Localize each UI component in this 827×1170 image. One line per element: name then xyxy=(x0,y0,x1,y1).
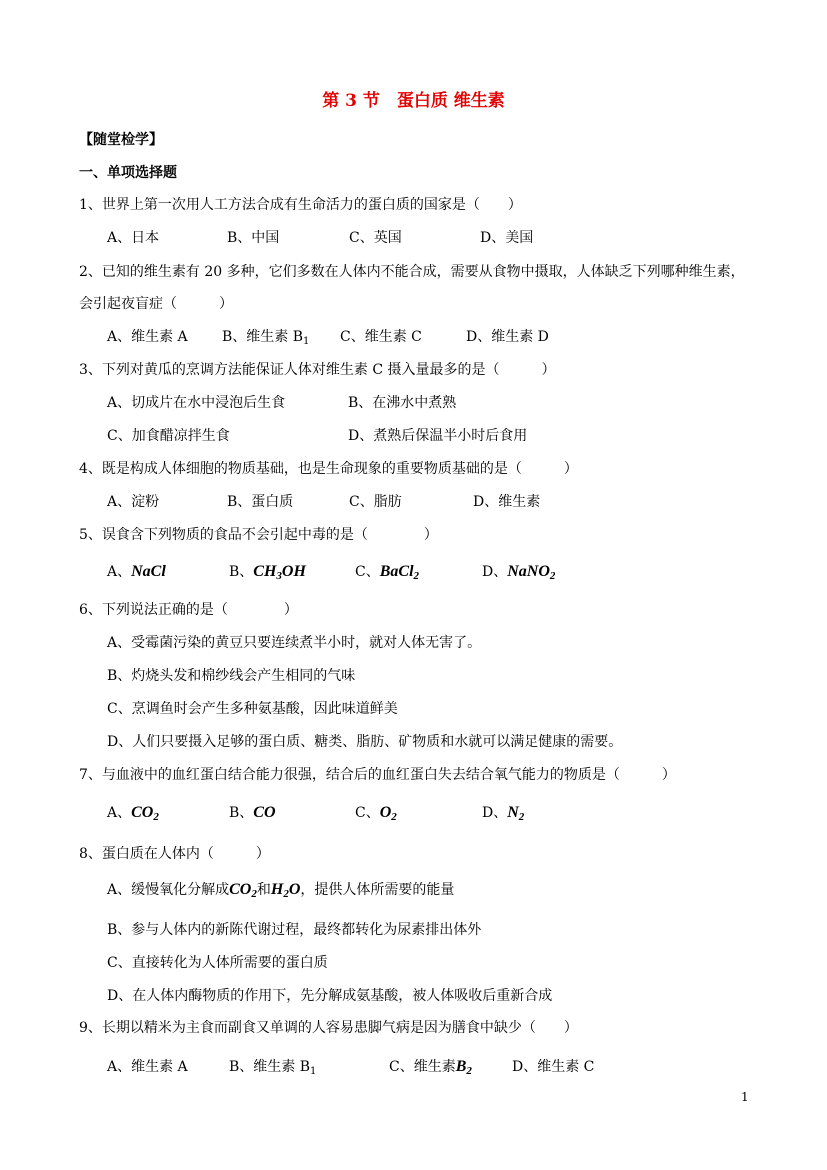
question-2-option-a: A、维生素 A xyxy=(107,329,188,345)
question-4-option-d: D、维生素 xyxy=(473,494,541,510)
question-3-option-c: C、加食醋凉拌生食 xyxy=(107,428,230,444)
question-6-stem: 6、下列说法正确的是（ ） xyxy=(79,602,298,618)
question-3-option-d: D、煮熟后保温半小时后食用 xyxy=(348,428,528,444)
question-8-stem: 8、蛋白质在人体内（ ） xyxy=(79,846,270,862)
question-9-option-c: C、维生素$B_2$ xyxy=(389,1058,472,1077)
question-6-option-b: B、灼烧头发和棉纱线会产生相同的气味 xyxy=(107,668,356,684)
question-7-option-b: B、CO xyxy=(229,804,276,821)
question-4-stem: 4、既是构成人体细胞的物质基础，也是生命现象的重要物质基础的是（ ） xyxy=(79,461,578,477)
page-title: 第 3 节 蛋白质 维生素 xyxy=(322,91,505,111)
question-2-option-c: C、维生素 C xyxy=(340,329,422,345)
question-9-stem: 9、长期以精米为主食而副食又单调的人容易患脚气病是因为膳食中缺少（ ） xyxy=(79,1020,578,1036)
question-3-option-b: B、在沸水中煮熟 xyxy=(348,395,457,411)
question-5-stem: 5、误食含下列物质的食品不会引起中毒的是（ ） xyxy=(79,527,438,543)
question-1-option-a: A、日本 xyxy=(107,230,160,246)
question-3-option-a: A、切成片在水中浸泡后生食 xyxy=(107,395,286,411)
part-heading: 一、单项选择题 xyxy=(79,165,177,181)
question-5-option-d: D、NaNO$_2$ xyxy=(482,563,556,582)
question-5-option-b: B、$CH_3OH$ xyxy=(229,563,306,582)
question-8-option-c: C、直接转化为人体所需要的蛋白质 xyxy=(107,955,328,971)
question-8-option-a: A、缓慢氧化分解成$CO_2$和$H_2O$，提供人体所需要的能量 xyxy=(107,881,455,900)
question-1-stem: 1、世界上第一次用人工方法合成有生命活力的蛋白质的国家是（ ） xyxy=(79,197,522,213)
question-7-option-d: D、$N_2$ xyxy=(482,804,525,823)
question-8-option-b: B、参与人体内的新陈代谢过程，最终都转化为尿素排出体外 xyxy=(107,922,482,938)
question-1-option-c: C、英国 xyxy=(349,230,402,246)
question-2-stem-line-2: 会引起夜盲症（ ） xyxy=(79,296,233,312)
question-9-option-d: D、维生素 C xyxy=(512,1059,595,1075)
question-5-option-a: A、NaCl xyxy=(107,563,166,580)
question-5-option-c: C、BaCl$_2$ xyxy=(355,563,420,582)
question-2-stem-line-1: 2、已知的维生素有 20 多种，它们多数在人体内不能合成，需要从食物中摄取，人体缺乏下列哪种维生素， xyxy=(79,264,745,280)
question-6-option-d: D、人们只要摄入足够的蛋白质、糖类、脂肪、矿物质和水就可以满足健康的需要。 xyxy=(107,734,623,750)
question-9-option-b: B、维生素 $B_1$ xyxy=(229,1059,317,1077)
question-9-option-a: A、维生素 A xyxy=(107,1059,188,1075)
question-6-option-a: A、受霉菌污染的黄豆只要连续煮半小时，就对人体无害了。 xyxy=(107,635,482,651)
section-header: 【随堂检学】 xyxy=(79,132,163,148)
question-6-option-c: C、烹调鱼时会产生多种氨基酸，因此味道鲜美 xyxy=(107,701,398,717)
question-1-option-b: B、中国 xyxy=(227,230,280,246)
question-3-stem: 3、下列对黄瓜的烹调方法能保证人体对维生素 C 摄入量最多的是（ ） xyxy=(79,362,556,378)
question-4-option-a: A、淀粉 xyxy=(107,494,160,510)
question-4-option-b: B、蛋白质 xyxy=(227,494,294,510)
page-number: 1 xyxy=(741,1090,749,1104)
question-2-option-d: D、维生素 D xyxy=(466,329,549,345)
question-7-option-a: A、$CO_2$ xyxy=(107,804,159,823)
question-1-option-d: D、美国 xyxy=(480,230,534,246)
question-7-option-c: C、$O_2$ xyxy=(355,804,397,823)
question-4-option-c: C、脂肪 xyxy=(349,494,402,510)
question-8-option-d: D、在人体内酶物质的作用下，先分解成氨基酸，被人体吸收后重新合成 xyxy=(107,988,553,1004)
question-2-option-b: B、维生素 $B_1$ xyxy=(222,329,310,347)
question-7-stem: 7、与血液中的血红蛋白结合能力很强，结合后的血红蛋白失去结合氧气能力的物质是（ ） xyxy=(79,767,676,783)
